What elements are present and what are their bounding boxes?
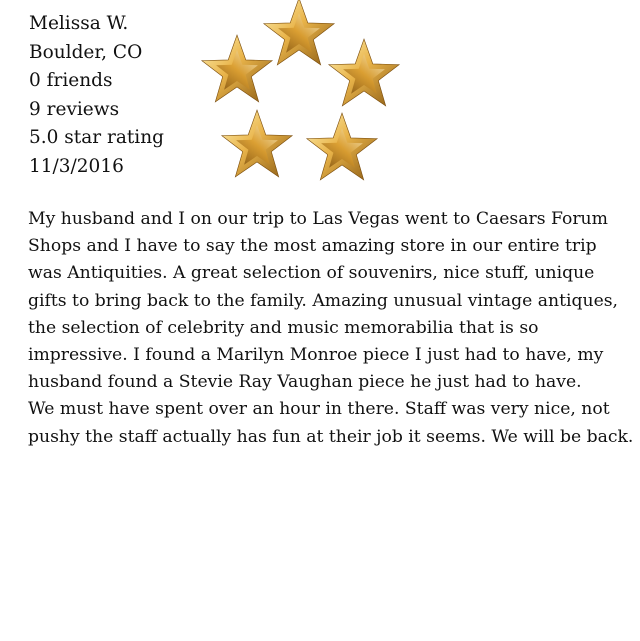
reviewer-location: Boulder, CO	[29, 41, 143, 63]
reviewer-name: Melissa W.	[29, 13, 129, 34]
reviews-count: 9 reviews	[29, 98, 120, 120]
reviewer-info	[29, 10, 164, 181]
star-icon	[202, 35, 272, 102]
star-icon	[264, 0, 334, 65]
review-date: 11/3/2016	[29, 155, 124, 177]
star-icon	[329, 39, 399, 106]
star-rating-text: 5.0 star rating	[29, 127, 164, 148]
star-icon	[222, 110, 292, 177]
star-icon	[307, 113, 377, 180]
friends-count: 0 friends	[29, 70, 113, 91]
star-rating-graphic	[196, 0, 416, 200]
review-text: My husband and I on our trip to Las Vegas went to Caesars Forum Shops and I have to say the most amazing store in our entire trip was Antiquities. A great selection of souvenirs, nice stuff, unique gifts to bring back to the family. Amazing unusual vintage antiques, the selection of celebrity and music memorabilia that is so impressive. I found a Marilyn Monroe piece I just had to have, my husband found a Stevie Ray Vaughan piece he just had to have. We must have spent over an hour in there. Staff was very nice, not pushy the staff actually has fun at their job it seems. We will be back.	[28, 209, 634, 447]
